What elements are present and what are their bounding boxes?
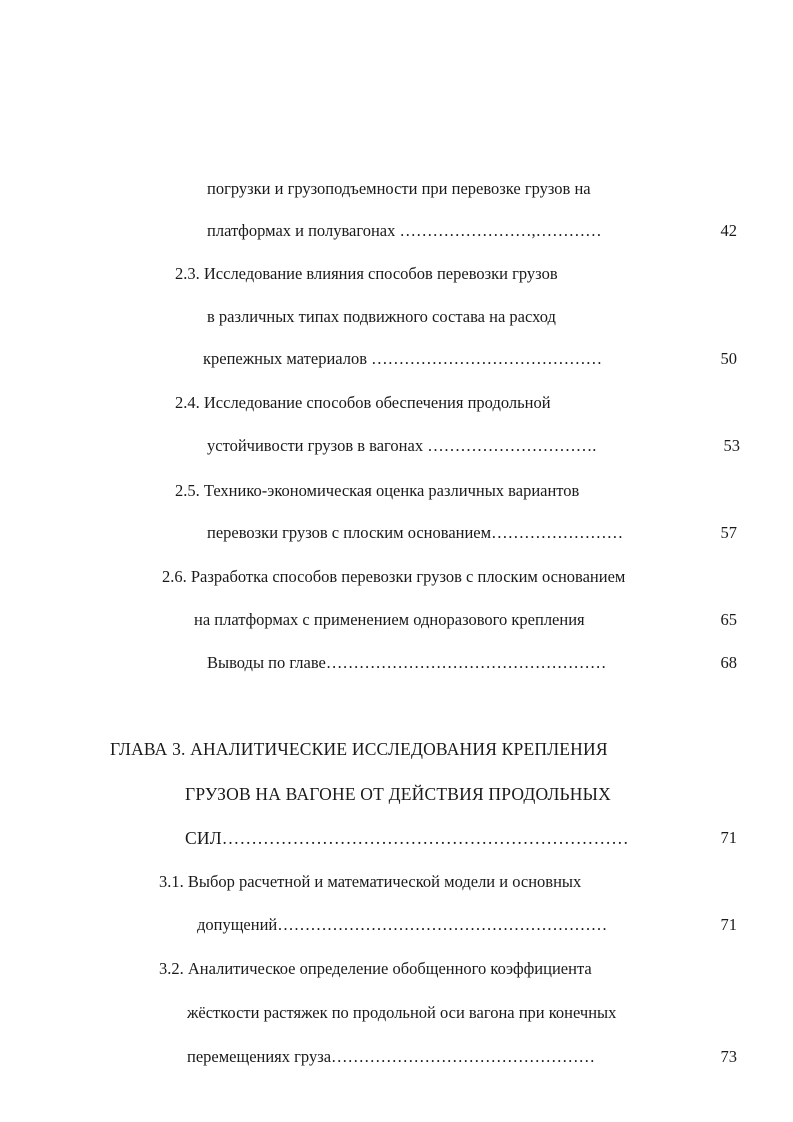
toc-line: 3.2. Аналитическое определение обобщенного коэффициента: [159, 959, 592, 978]
toc-line: допущений……………………………………………………: [197, 915, 608, 934]
toc-page-number: 71: [720, 828, 737, 847]
toc-line: 2.4. Исследование способов обеспечения продольной: [175, 393, 551, 412]
toc-line: 2.3. Исследование влияния способов перевозки грузов: [175, 264, 558, 283]
chapter-heading: ГЛАВА 3. АНАЛИТИЧЕСКИЕ ИССЛЕДОВАНИЯ КРЕПЛЕНИЯ: [110, 739, 608, 759]
toc-line: Выводы по главе……………………………………………: [207, 653, 607, 672]
toc-line: устойчивости грузов в вагонах ………………………….: [207, 436, 597, 455]
toc-line: погрузки и грузоподъемности при перевозке грузов на: [207, 179, 591, 198]
toc-line: на платформах с применением одноразового крепления: [194, 610, 585, 629]
toc-line: жёсткости растяжек по продольной оси вагона при конечных: [187, 1003, 617, 1022]
toc-line: 2.6. Разработка способов перевозки грузов с плоским основанием: [162, 567, 626, 586]
toc-page-number: 71: [720, 915, 737, 934]
toc-page-number: 57: [720, 523, 737, 542]
toc-page-number: 73: [720, 1047, 737, 1066]
toc-page-number: 42: [720, 221, 737, 240]
toc-line: в различных типах подвижного состава на расход: [207, 307, 556, 326]
toc-line: перемещениях груза…………………………………………: [187, 1047, 596, 1066]
toc-page-number: 68: [720, 653, 737, 672]
toc-page-number: 50: [720, 349, 737, 368]
toc-line: платформах и полувагонах ……………………,…………: [207, 221, 602, 240]
toc-line: перевозки грузов с плоским основанием……………………: [207, 523, 624, 542]
chapter-heading: ГРУЗОВ НА ВАГОНЕ ОТ ДЕЙСТВИЯ ПРОДОЛЬНЫХ: [185, 784, 611, 804]
toc-line: крепежных материалов ……………………………………: [203, 349, 603, 368]
toc-page-number: 53: [723, 436, 740, 455]
toc-page-number: 65: [720, 610, 737, 629]
chapter-heading: СИЛ……………………………………………………………: [185, 828, 629, 848]
toc-line: 3.1. Выбор расчетной и математической модели и основных: [159, 872, 582, 891]
toc-line: 2.5. Технико-экономическая оценка различных вариантов: [175, 481, 580, 500]
